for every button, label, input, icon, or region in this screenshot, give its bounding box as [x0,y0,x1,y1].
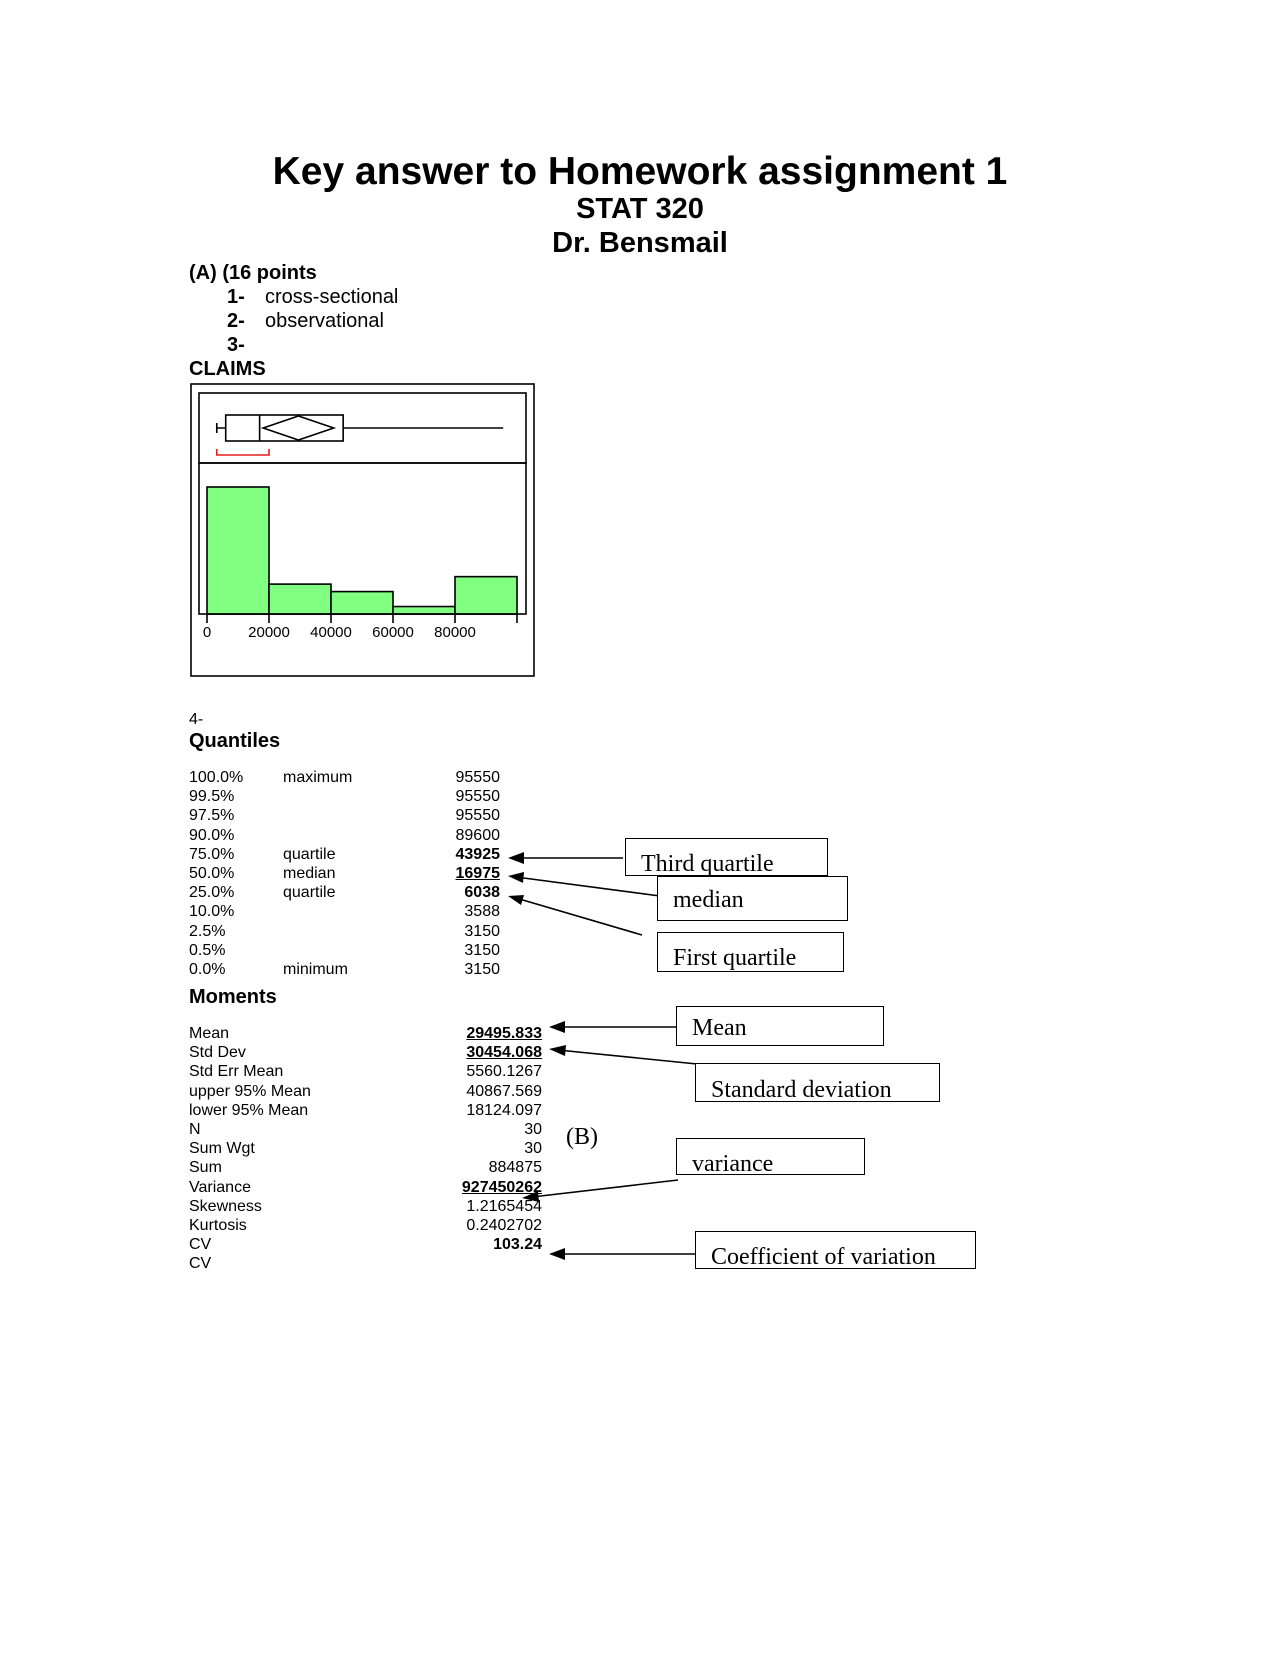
histogram-bar [331,592,393,614]
quantile-row [0,768,1280,787]
moment-label: Sum [189,1159,222,1177]
moment-value: 30 [524,1121,542,1138]
x-tick-label: 40000 [310,624,352,641]
variable-name: CLAIMS [189,358,266,380]
quantile-label: median [283,865,336,882]
moment-value: 927450262 [461,1178,542,1196]
moment-label: Mean [189,1025,230,1042]
quantile-value: 95550 [455,807,500,825]
moment-label: Kurtosis [189,1217,247,1234]
moment-row [0,1043,1280,1062]
quantile-label: quartile [283,845,336,863]
quantile-row [0,960,1280,979]
x-tick-label: 80000 [434,624,476,641]
moment-value: 30454.068 [466,1044,542,1062]
histogram-bar [207,487,269,614]
answer-num-3: 3- [227,334,245,356]
moment-row [0,1024,1280,1043]
quantile-pct: 2.5% [189,922,226,940]
moment-label: CV [189,1236,212,1254]
moment-value: 0.2402702 [466,1217,542,1234]
quantile-label: minimum [283,961,348,978]
quantile-label: quartile [283,884,336,902]
quantile-value: 16975 [455,865,500,882]
answer-text-1: cross-sectional [265,286,399,308]
moment-label: CV [189,1255,212,1273]
moment-value: 40867.569 [466,1082,542,1100]
page-title: Key answer to Homework assignment 1 [272,150,1008,193]
quantile-row [0,883,1280,902]
moment-label: Variance [189,1178,251,1196]
moment-label: Sum Wgt [189,1140,255,1158]
quantile-pct: 75.0% [189,845,235,863]
callout-third-quartile: Third quartile [625,838,828,876]
moment-row [0,1197,1280,1216]
moment-row [0,1254,1280,1273]
quantile-value: 6038 [464,884,500,902]
moment-label: N [189,1121,201,1138]
moment-row [0,1101,1280,1120]
quantile-value: 3588 [464,903,500,921]
x-tick-label: 20000 [248,624,290,641]
moment-label: upper 95% Mean [189,1082,311,1100]
part-b-label: (B) [566,1124,598,1150]
quantile-pct: 10.0% [189,903,235,921]
quantile-value: 3150 [464,941,500,959]
moments-heading: Moments [189,986,277,1008]
x-tick-label: 60000 [372,624,414,641]
quantile-row [0,806,1280,825]
quantile-row [0,941,1280,960]
callout-coefficient-of-variation: Coefficient of variation [695,1231,976,1269]
boxplot-shortest-half-bracket [217,449,269,455]
moment-row [0,1178,1280,1197]
moment-value: 29495.833 [466,1025,542,1042]
quantile-pct: 0.0% [189,961,226,978]
quantile-pct: 99.5% [189,788,235,806]
moment-row [0,1216,1280,1235]
quantile-pct: 50.0% [189,865,235,882]
moment-value: 1.2165454 [466,1197,542,1215]
answer-text-2: observational [265,310,384,332]
moment-value: 103.24 [493,1236,542,1254]
quantile-value: 43925 [455,845,500,863]
quantile-value: 3150 [464,961,500,978]
callout-mean: Mean [676,1006,884,1046]
quantile-pct: 100.0% [189,769,244,786]
boxplot-box [226,415,343,441]
quantiles-heading: Quantiles [189,730,281,752]
part-a-heading: (A) (16 points [189,262,317,284]
course-name: STAT 320 [576,193,704,225]
moment-label: Std Dev [189,1044,246,1062]
quantile-row [0,922,1280,941]
callout-first-quartile: First quartile [657,932,844,972]
moment-row [0,1139,1280,1158]
quantile-pct: 0.5% [189,941,226,959]
moment-value: 30 [524,1140,542,1158]
quantile-value: 95550 [455,769,500,786]
quantile-pct: 90.0% [189,826,235,844]
quantile-label: maximum [283,769,353,786]
histogram-bar [455,577,517,614]
quantile-row [0,902,1280,921]
answer-num-1: 1- [227,286,245,308]
quantile-value: 3150 [464,922,500,940]
callout-variance: variance [676,1138,865,1175]
quantile-row [0,787,1280,806]
moment-row [0,1120,1280,1139]
histogram-bar [269,584,331,614]
answer-num-2: 2- [227,310,245,332]
instructor-name: Dr. Bensmail [552,227,728,259]
callout-median: median [657,876,848,921]
item-4-label: 4- [189,711,204,728]
moment-row [0,1158,1280,1177]
moment-row [0,1235,1280,1254]
quantile-pct: 97.5% [189,807,235,825]
moment-value: 5560.1267 [466,1063,542,1081]
quantile-pct: 25.0% [189,884,235,902]
callout-std-dev: Standard deviation [695,1063,940,1102]
moment-row [0,1062,1280,1081]
moment-label: lower 95% Mean [189,1101,309,1119]
quantile-value: 95550 [455,788,500,806]
quantile-value: 89600 [455,826,500,844]
histogram-bar [393,607,455,614]
moment-value: 18124.097 [466,1101,542,1119]
moment-row [0,1082,1280,1101]
moment-value: 884875 [488,1159,542,1177]
moment-label: Std Err Mean [189,1063,284,1081]
moment-label: Skewness [189,1197,262,1215]
x-tick-label: 0 [202,624,212,641]
